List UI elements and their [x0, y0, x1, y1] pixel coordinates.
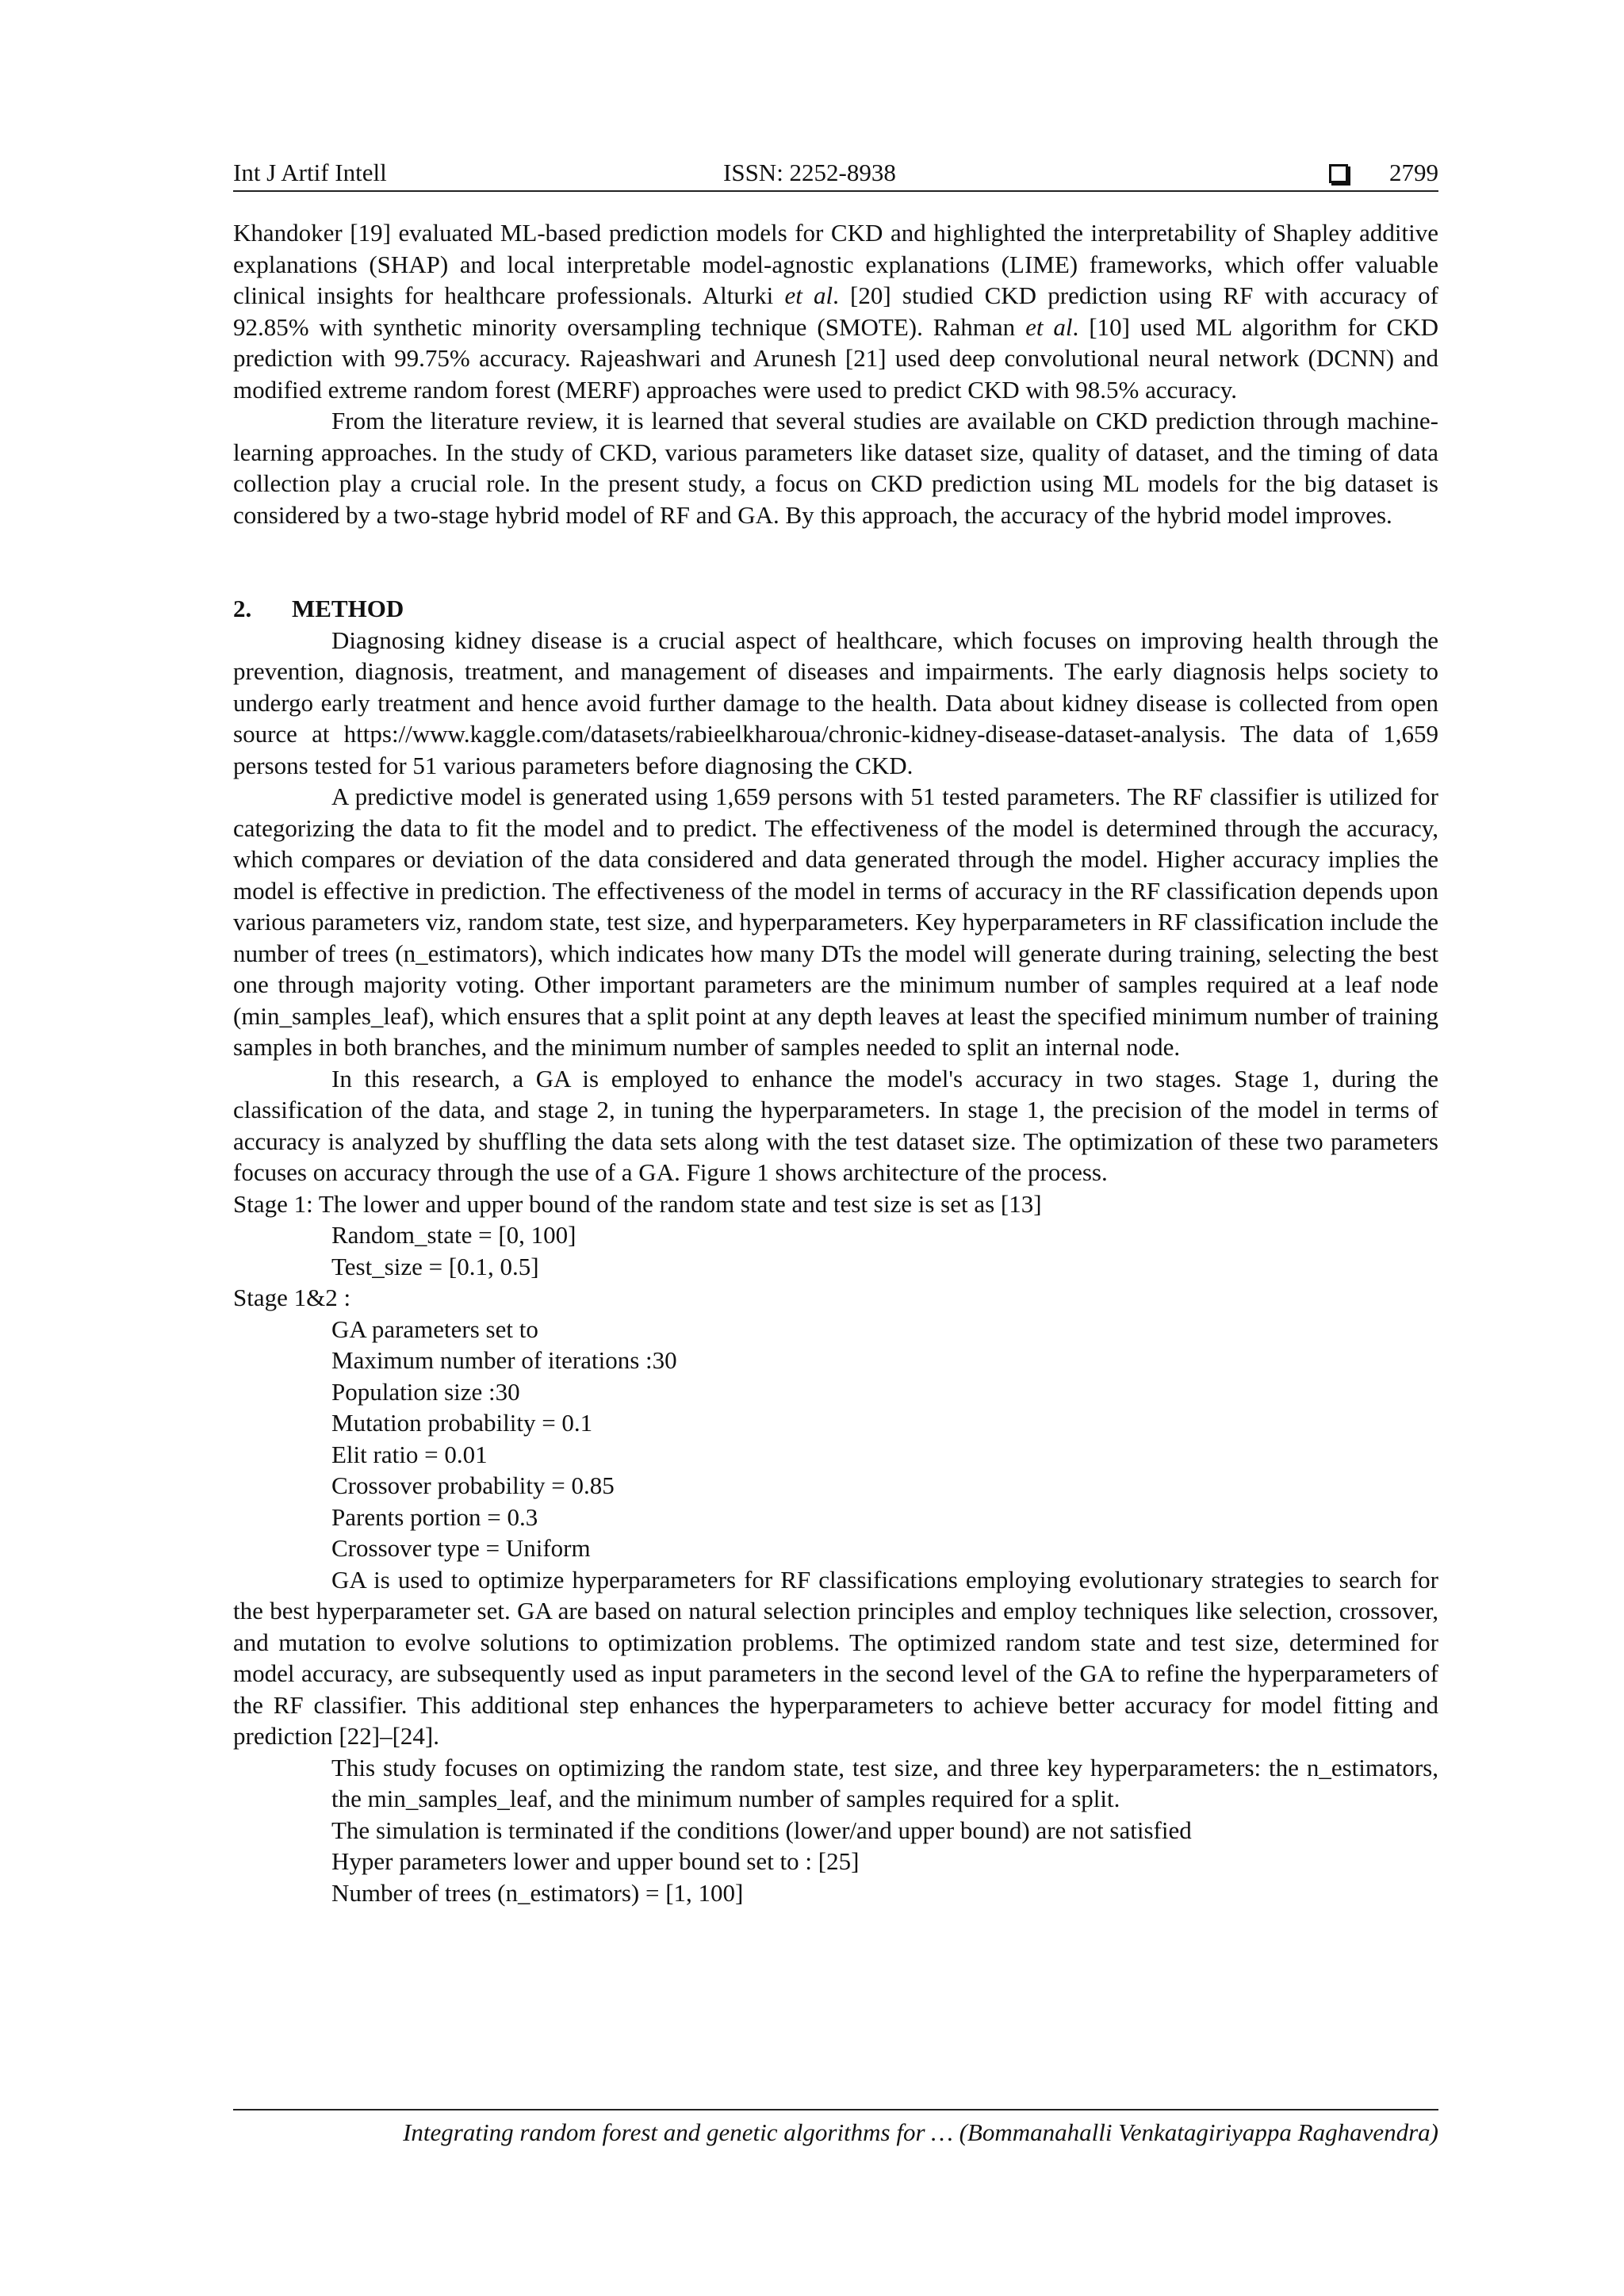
italic-text: et al [784, 281, 833, 309]
text-run: . [20] studied CKD prediction using RF with accuracy of 92.85% with synthetic minority oversampling technique (SMOTE). Rahman [233, 281, 1438, 341]
ga-parameter-line: Population size :30 [331, 1377, 520, 1406]
stage1-heading: Stage 1: The lower and upper bound of the random state and test size is set as [13] [233, 1189, 1042, 1218]
method-paragraph-2: A predictive model is generated using 1,659 persons with 51 tested parameters. The RF classifier is utilized for categorizing the data to fit the model and to predict. The effectiveness of the model is determined through the accuracy, which compares or deviation of the data considered and data generated through the model. Higher accuracy implies the model is effective in prediction. The effectiveness of the model in terms of accuracy in the RF classification depends upon various parameters viz, random state, test size, and hyperparameters. Key hyperparameters in RF classification include the number of trees (n_estimators), which indicates how many DTs the model will generate during training, selecting the best one through majority voting. Other important parameters are the minimum number of samples required at a leaf node (min_samples_leaf), which ensures that a split point at any depth leaves at least the specified minimum number of training samples in both branches, and the minimum number of samples needed to split an internal node. [233, 783, 1438, 1061]
method-paragraph-1: Diagnosing kidney disease is a crucial aspect of healthcare, which focuses on improving health through the prevention, diagnosis, treatment, and management of diseases and impairments. The early diagnosis helps society to undergo early treatment and hence avoid further damage to the health. Data about kidney disease is collected from open source at https://www.kaggle.com/datasets/rabieelkharoua/chronic-kidney-disease-dataset-analysis. The data of 1,659 persons tested for 51 various parameters before diagnosing the CKD. [233, 626, 1438, 779]
ga-parameter-line: Elit ratio = 0.01 [331, 1440, 488, 1468]
body-text [233, 217, 1438, 1908]
ga-parameter-line: Crossover probability = 0.85 [331, 1471, 615, 1499]
text-run: Khandoker [19] evaluated ML-based prediction models for CKD and highlighted the interpretability of Shapley additive explanations (SHAP) and local interpretable model-agnostic explanations (LIME) frameworks, which offer valuable clinical insights for healthcare professionals. Alturki [233, 219, 1438, 309]
closing-line: This study focuses on optimizing the random state, test size, and three key hyperparameters: the n_estimators, the min_samples_leaf, and the minimum number of samples required for a split. [331, 1753, 1438, 1812]
ga-parameter-line: Parents portion = 0.3 [331, 1502, 538, 1531]
ga-parameter-line: Mutation probability = 0.1 [331, 1409, 593, 1437]
closing-line: The simulation is terminated if the conditions (lower/and upper bound) are not satisfied [331, 1816, 1192, 1844]
closing-line: Hyper parameters lower and upper bound set to : [25] [331, 1847, 860, 1875]
text-run: . [10] used ML algorithm for CKD prediction with 99.75% accuracy. Rajeashwari and Arunesh [21] used deep convolutional neural network (DCNN) and modified extreme random forest (MERF) approaches were used to predict CKD with 98.5% accuracy. [233, 312, 1438, 404]
intro-paragraph-2: From the literature review, it is learned that several studies are available on CKD prediction through machine-learning approaches. In the study of CKD, various parameters like dataset size, quality of dataset, and the timing of data collection play a crucial role. In the present study, a focus on CKD prediction using ML models for the big dataset is considered by a two-stage hybrid model of RF and GA. By this approach, the accuracy of the hybrid model improves. [233, 407, 1438, 529]
stage1-line: Random_state = [0, 100] [331, 1221, 576, 1249]
page-number-group [1329, 155, 1438, 190]
method-paragraph-3: In this research, a GA is employed to enhance the model's accuracy in two stages. Stage 1, during the classification of the data, and stage 2, in tuning the hyperparameters. In stage 1, the precision of the model in terms of accuracy is analyzed by shuffling the data sets along with the test dataset size. The optimization of these two parameters focuses on accuracy through the use of a GA. Figure 1 shows architecture of the process. [233, 1064, 1438, 1186]
section-spacer [233, 530, 1438, 593]
running-header [233, 155, 1438, 192]
issn: ISSN: 2252-8938 [723, 159, 896, 186]
stage1-line: Test_size = [0.1, 0.5] [331, 1252, 539, 1280]
italic-text: et al [1025, 312, 1073, 341]
closing-line: Number of trees (n_estimators) = [1, 100] [331, 1878, 744, 1907]
journal-name: Int J Artif Intell [233, 159, 387, 186]
method-paragraph-4: GA is used to optimize hyperparameters for RF classifications employing evolutionary strategies to search for the best hyperparameter set. GA are based on natural selection principles and employ techniques like selection, crossover, and mutation to evolve solutions to optimization problems. The optimized random state and test size, determined for model accuracy, are subsequently used as input parameters in the second level of the GA to refine the hyperparameters of the RF classifier. This additional step enhances the hyperparameters to achieve better accuracy for model fitting and prediction [22]–[24]. [233, 1565, 1438, 1750]
checkbox-square-icon [1329, 164, 1348, 183]
ga-parameter-line: Crossover type = Uniform [331, 1534, 591, 1562]
section-number: 2. [233, 595, 252, 622]
stage12-heading: Stage 1&2 : [233, 1284, 351, 1311]
page-number: 2799 [1389, 159, 1438, 186]
running-footer: Integrating random forest and genetic algorithms for … (Bommanahalli Venkatagiriyappa Raghavendra) [233, 2109, 1438, 2149]
section-title: METHOD [292, 595, 404, 622]
intro-paragraph-1 [233, 217, 1438, 405]
ga-parameter-line: Maximum number of iterations :30 [331, 1346, 677, 1374]
section-heading [233, 593, 1438, 625]
ga-parameter-line: GA parameters set to [331, 1314, 538, 1343]
